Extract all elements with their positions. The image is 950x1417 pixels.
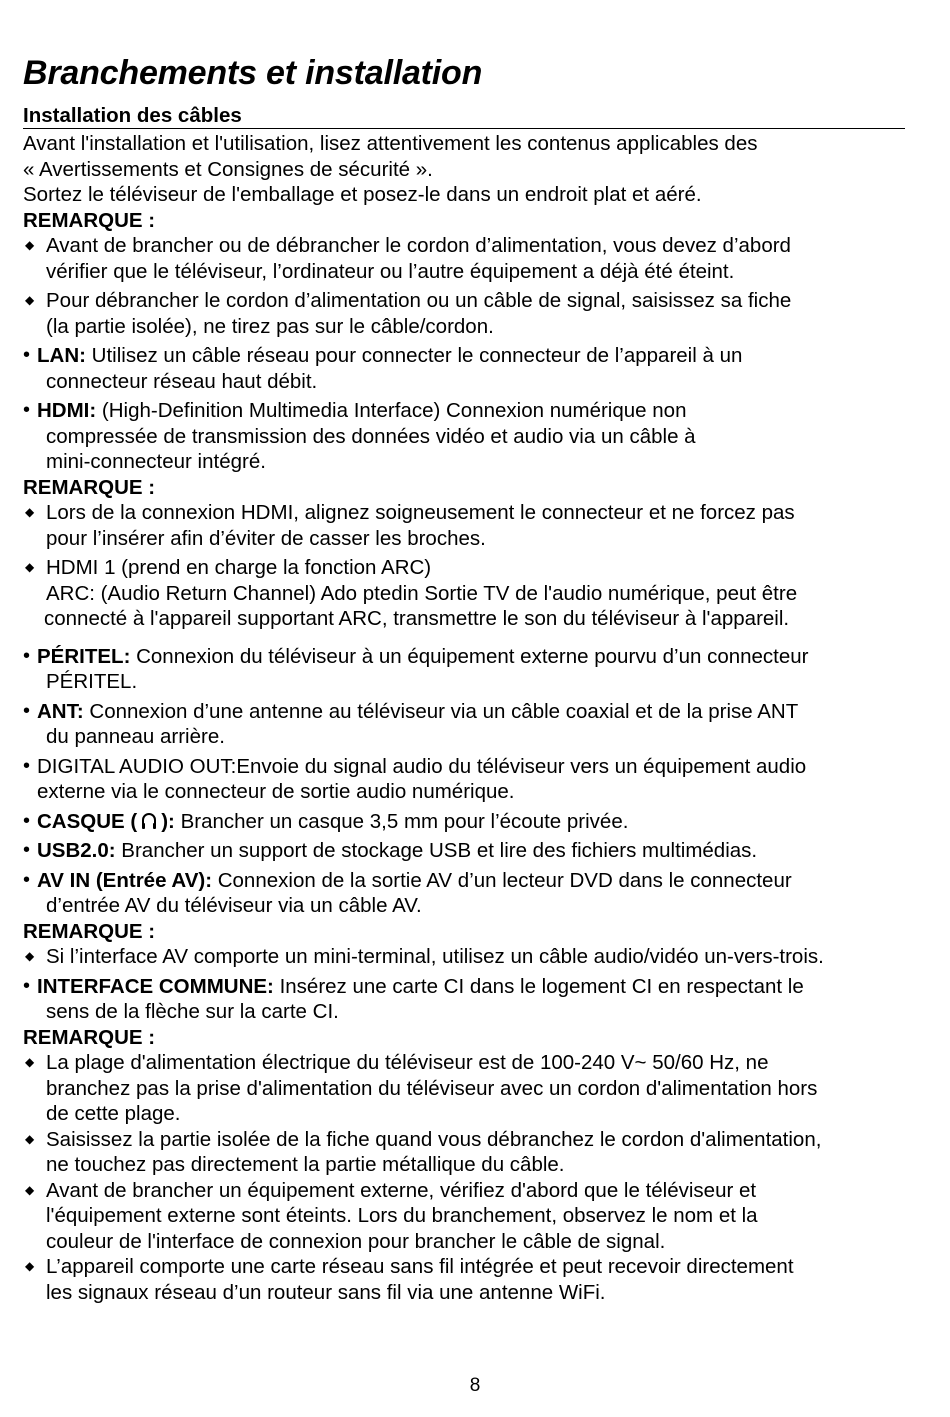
peritel-item: • PÉRITEL: Connexion du téléviseur à un équipement externe pourvu d’un connecteur PÉRITEL.	[23, 644, 809, 693]
remark-item: ◆ Si l’interface AV comporte un mini-terminal, utilisez un câble audio/vidéo un-vers-trois.	[25, 945, 824, 968]
bullet-icon: •	[23, 399, 31, 421]
hdmi-item: • HDMI: (High-Definition Multimedia Interface) Connexion numérique non compressée de transmission des données vidéo et audio via un câble à mini-connecteur intégré.	[23, 399, 696, 473]
bullet-icon: •	[23, 809, 31, 832]
diamond-bullet-icon: ◆	[25, 560, 35, 574]
remark-heading: REMARQUE :	[23, 919, 156, 943]
ant-item: • ANT: Connexion d’une antenne au téléviseur via un câble coaxial et de la prise ANT du panneau arrière.	[23, 699, 799, 748]
av-in-item: • AV IN (Entrée AV): Connexion de la sortie AV d’un lecteur DVD dans le connecteur d’entrée AV du téléviseur via un câble AV.	[23, 868, 792, 917]
ci-label: INTERFACE COMMUNE:	[37, 974, 274, 998]
bullet-icon: •	[23, 868, 31, 891]
remark-item: ◆ Lors de la connexion HDMI, alignez soigneusement le connecteur et ne forcez pas pour l’insérer afin d’éviter de casser les broches.	[25, 501, 795, 550]
usb-item: • USB2.0: Brancher un support de stockage USB et lire des fichiers multimédias.	[23, 839, 758, 862]
bullet-icon: •	[23, 839, 31, 861]
bullet-icon: •	[23, 974, 31, 997]
diamond-bullet-icon: ◆	[25, 505, 35, 519]
casque-label: CASQUE (	[37, 809, 138, 833]
remark-item: ◆ L’appareil comporte une carte réseau sans fil intégrée et peut recevoir directement les signaux réseau d’un routeur sans fil via une antenne WiFi.	[25, 1255, 794, 1304]
bullet-icon: •	[23, 644, 31, 667]
remark-item: ◆ Pour débrancher le cordon d’alimentation ou un câble de signal, saisissez sa fiche (la partie isolée), ne tirez pas sur le câble/cordon.	[25, 289, 792, 338]
diamond-bullet-icon: ◆	[25, 293, 35, 307]
hdmi-label: HDMI:	[37, 399, 97, 422]
manual-page	[23, 52, 928, 1305]
lan-item: • LAN: Utilisez un câble réseau pour connecter le connecteur de l’appareil à un connecteur réseau haut débit.	[23, 344, 743, 393]
page-number: 8	[469, 1375, 481, 1396]
remark-heading: REMARQUE :	[23, 208, 156, 232]
av-in-label: AV IN (Entrée AV):	[37, 868, 213, 892]
remark-item: ◆ Avant de brancher un équipement externe, vérifiez d'abord que le téléviseur et l'équipement externe sont éteints. Lors du branchement, observez le nom et la couleur de l'interface de connexion pour brancher le câble de signal.	[25, 1178, 758, 1253]
remark-item: ◆ HDMI 1 (prend en charge la fonction ARC) ARC: (Audio Return Channel) Ado ptedin Sortie TV de l'audio numérique, peut être connecté à l'appareil supportant ARC, transmettre le son du téléviseur à l'appareil.	[25, 556, 798, 630]
peritel-label: PÉRITEL:	[37, 644, 131, 668]
bullet-icon: •	[23, 344, 31, 366]
remark-item: ◆ Saisissez la partie isolée de la fiche quand vous débranchez le cordon d'alimentation, ne touchez pas directement la partie métallique du câble.	[25, 1127, 822, 1176]
lan-label: LAN:	[37, 344, 86, 367]
ant-label: ANT:	[37, 699, 84, 723]
headphone-icon	[141, 812, 157, 830]
remark-item: ◆ La plage d'alimentation électrique du téléviseur est de 100-240 V~ 50/60 Hz, ne branchez pas la prise d'alimentation du téléviseur avec un cordon d'alimentation hors de cette plage.	[25, 1051, 818, 1125]
diamond-bullet-icon: ◆	[25, 949, 35, 963]
diamond-bullet-icon: ◆	[25, 1259, 35, 1273]
bullet-icon: •	[23, 699, 31, 722]
usb-label: USB2.0:	[37, 839, 116, 862]
remark-heading: REMARQUE :	[23, 1025, 156, 1049]
intro-line-1: Avant l'installation et l'utilisation, lisez attentivement les contenus applicables des	[23, 132, 758, 155]
digital-audio-item: • DIGITAL AUDIO OUT:Envoie du signal audio du téléviseur vers un équipement audio externe via le connecteur de sortie audio numérique.	[23, 754, 807, 803]
bullet-icon: •	[23, 754, 31, 777]
casque-item: • CASQUE ( ): Brancher un casque 3,5 mm pour l’écoute privée.	[23, 809, 629, 833]
diamond-bullet-icon: ◆	[25, 1055, 35, 1069]
section-title: Installation des câbles	[23, 104, 905, 129]
ci-item: • INTERFACE COMMUNE: Insérez une carte CI dans le logement CI en respectant le sens de la flèche sur la carte CI.	[23, 974, 804, 1023]
diamond-bullet-icon: ◆	[25, 238, 35, 252]
diamond-bullet-icon: ◆	[25, 1131, 35, 1146]
page-title: Branchements et installation	[23, 54, 483, 92]
diamond-bullet-icon: ◆	[25, 1182, 35, 1197]
intro-line-3: Sortez le téléviseur de l'emballage et posez-le dans un endroit plat et aéré.	[23, 183, 702, 206]
intro-line-2: « Avertissements et Consignes de sécurité ».	[23, 157, 433, 181]
remark-item: ◆ Avant de brancher ou de débrancher le cordon d’alimentation, vous devez d’abord vérifier que le téléviseur, l’ordinateur ou l’autre équipement a déjà été éteint.	[25, 234, 791, 283]
remark-heading: REMARQUE :	[23, 475, 156, 499]
